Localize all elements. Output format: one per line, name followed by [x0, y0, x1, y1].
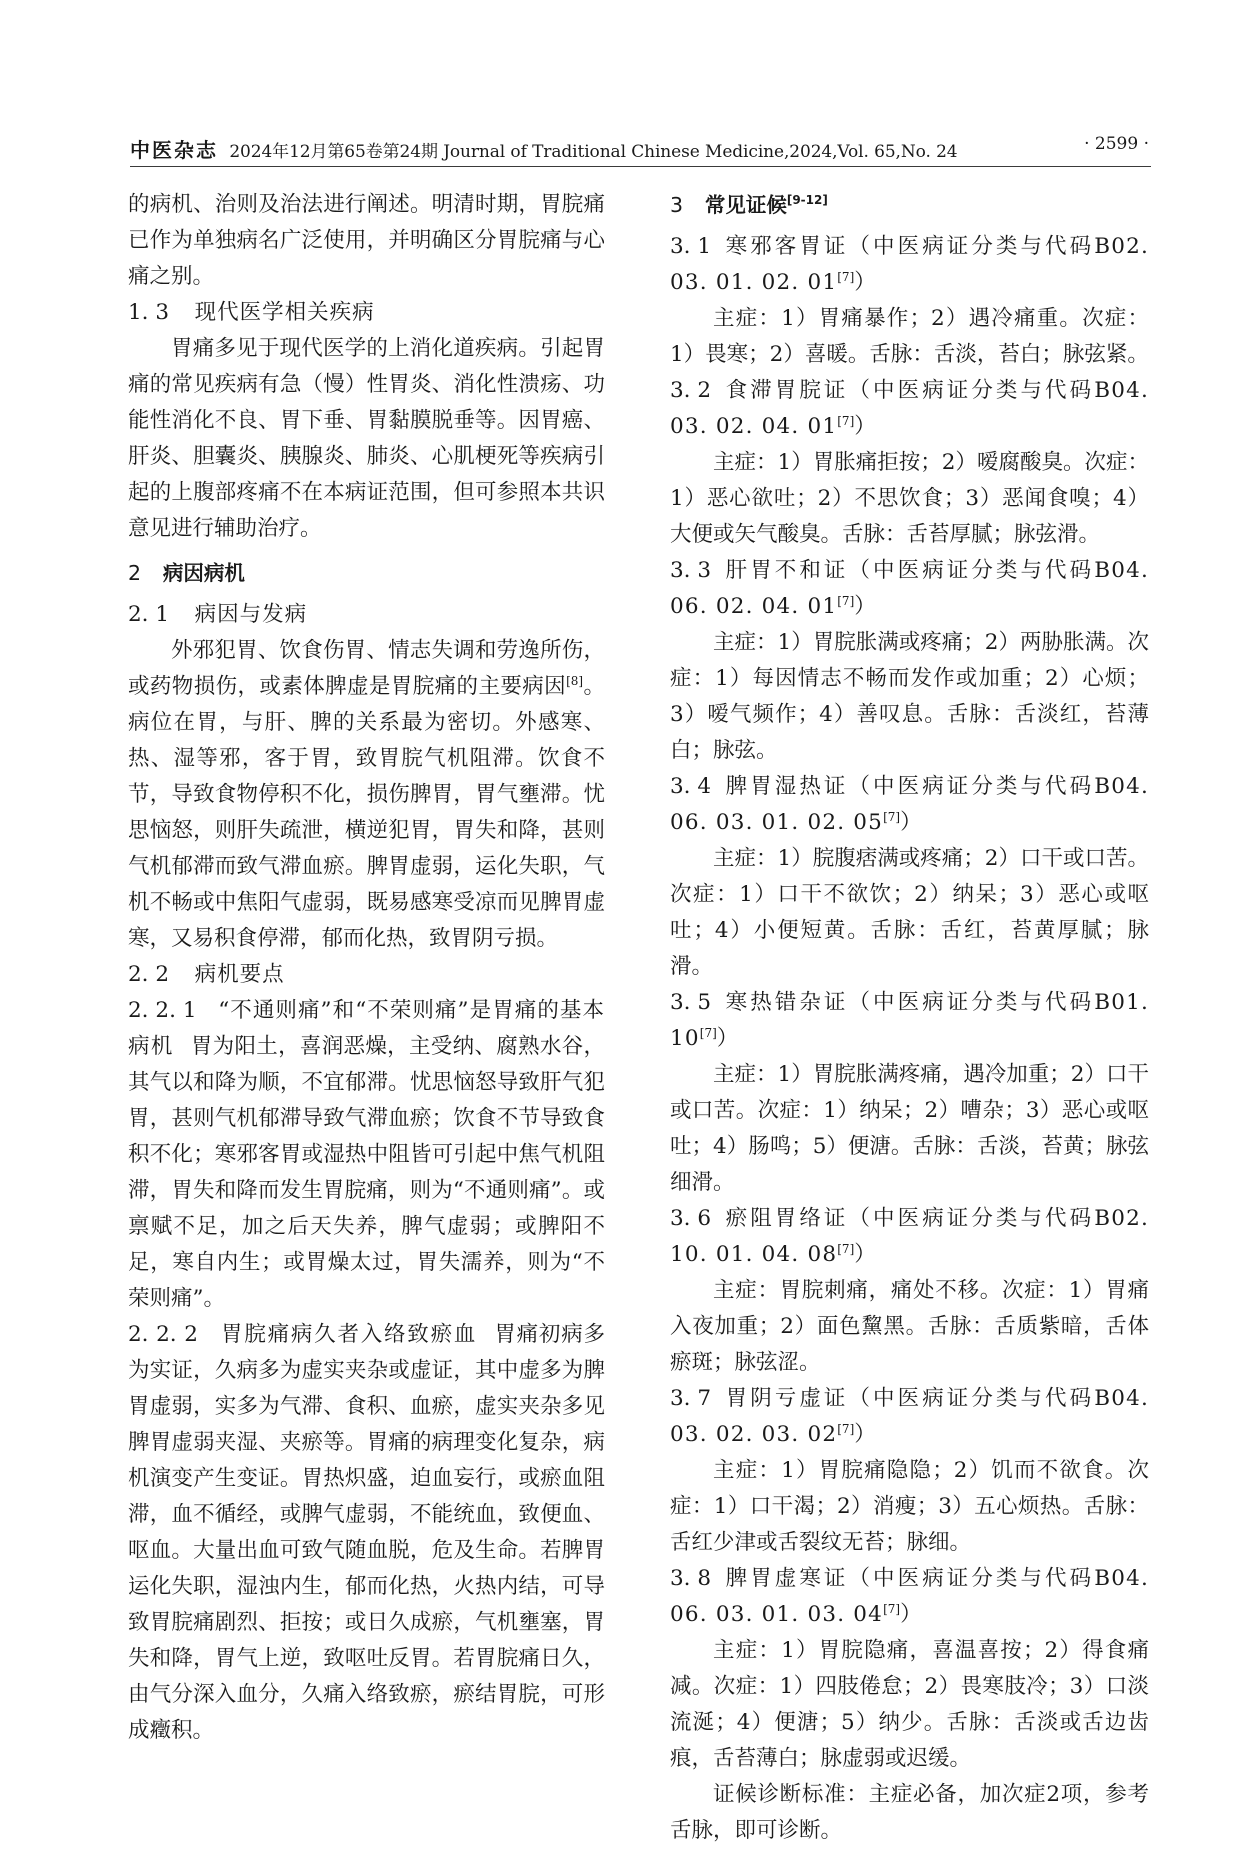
section-title: 病机要点 — [194, 962, 285, 987]
syndrome-body: 主症：1）胃脘胀满或疼痛；2）两胁胀满。次症：1）每因情志不畅而发作或加重；2）心烦；3）嗳气频作；4）善叹息。舌脉：舌淡红，苔薄白；脉弦。 — [670, 630, 1149, 763]
journal-name-en: Journal of Traditional Chinese Medicine,2024,Vol. 65,No. 24 — [443, 142, 958, 162]
section-number: 3. 5 — [670, 990, 712, 1015]
closing-paren: ） — [854, 1242, 876, 1267]
closing-paren: ） — [900, 810, 922, 835]
syndrome-body: 主症：1）胃脘痛隐隐；2）饥而不欲食。次症：1）口干渴；2）消瘦；3）五心烦热。舌脉：舌红少津或舌裂纹无苔；脉细。 — [670, 1458, 1149, 1555]
section-number: 3. 2 — [670, 378, 712, 403]
syndrome-body: 主症：1）胃脘隐痛，喜温喜按；2）得食痛减。次症：1）四肢倦怠；2）畏寒肢冷；3）口淡流涎；4）便溏；5）纳少。舌脉：舌淡或舌边齿痕，舌苔薄白；脉虚弱或迟缓。 — [670, 1638, 1149, 1771]
syndrome-heading — [670, 1561, 1149, 1633]
subsection-2-2-2 — [128, 1317, 605, 1749]
section-number: 3. 4 — [670, 774, 712, 799]
syndrome-heading — [670, 229, 1149, 301]
section-title: 肝胃不和证（中医病证分类与代码B04. 06. 02. 04. 01 — [670, 558, 1149, 619]
section-number: 3. 7 — [670, 1386, 712, 1411]
section-title: 脾胃湿热证（中医病证分类与代码B04. 06. 03. 01. 02. 05 — [670, 774, 1149, 835]
section-number: 3. 1 — [670, 234, 712, 259]
syndrome-heading — [670, 373, 1149, 445]
closing-paren: ） — [854, 270, 876, 295]
section-title: 现代医学相关疾病 — [194, 300, 375, 325]
section-title: “不通则痛”和“不荣则痛”是胃痛的基本病机 — [128, 998, 605, 1059]
syndrome-body: 主症：1）胃痛暴作；2）遇冷痛重。次症：1）畏寒；2）喜暖。舌脉：舌淡，苔白；脉弦紧。 — [670, 306, 1149, 367]
closing-paren: ） — [854, 1422, 876, 1447]
left-column — [128, 187, 605, 1749]
paragraph — [128, 633, 605, 957]
section-title: 常见证候 — [704, 193, 787, 217]
citation: [7] — [837, 413, 855, 428]
section-heading-2 — [128, 555, 605, 591]
section-heading-1-3 — [128, 295, 605, 331]
section-title: 寒邪客胃证（中医病证分类与代码B02. 03. 01. 02. 01 — [670, 234, 1149, 295]
citation: [7] — [837, 269, 855, 284]
section-number: 2. 2 — [128, 962, 170, 987]
section-title: 胃阴亏虚证（中医病证分类与代码B04. 03. 02. 03. 02 — [670, 1386, 1149, 1447]
section-number: 3. 6 — [670, 1206, 712, 1231]
diagnosis-criteria: 证候诊断标准：主症必备，加次症2项，参考舌脉，即可诊断。 — [670, 1782, 1149, 1843]
section-title: 病因病机 — [162, 561, 245, 585]
subsection-2-2-1 — [128, 993, 605, 1317]
syndrome-heading — [670, 1201, 1149, 1273]
paragraph: 的病机、治则及治法进行阐述。明清时期，胃脘痛已作为单独病名广泛使用，并明确区分胃脘痛与心痛之别。 — [128, 192, 605, 289]
section-number: 3. 3 — [670, 558, 712, 583]
paragraph-text: 胃痛初病多为实证，久病多为虚实夹杂或虚证，其中虚多为脾胃虚弱，实多为气滞、食积、血瘀，虚实夹杂多见脾胃虚弱夹湿、夹瘀等。胃痛的病理变化复杂，病机演变产生变证。胃热炽盛，迫血妄行，或瘀血阻滞，血不循经，或脾气虚弱，不能统血，致便血、呕血。大量出血可致气随血脱，危及生命。若脾胃运化失职，湿浊内生，郁而化热，火热内结，可导致胃脘痛剧烈、拒按；或日久成瘀，气机壅塞，胃失和降，胃气上逆，致呕吐反胃。若胃脘痛日久，由气分深入血分，久痛入络致瘀，瘀结胃脘，可形成癥积。 — [128, 1322, 605, 1743]
closing-paren: ） — [716, 1026, 739, 1051]
syndrome-body: 主症：胃脘刺痛，痛处不移。次症：1）胃痛入夜加重；2）面色黧黑。舌脉：舌质紫暗，舌体瘀斑；脉弦涩。 — [670, 1278, 1149, 1375]
section-number: 3 — [670, 193, 684, 217]
syndrome-body: 主症：1）脘腹痞满或疼痛；2）口干或口苦。次症：1）口干不欲饮；2）纳呆；3）恶心或呕吐；4）小便短黄。舌脉：舌红，苔黄厚腻；脉滑。 — [670, 846, 1149, 979]
section-number: 3. 8 — [670, 1566, 712, 1591]
syndrome-heading — [670, 553, 1149, 625]
section-number: 2 — [128, 561, 142, 585]
journal-name-cn: 中医杂志 — [130, 138, 218, 162]
section-title: 食滞胃脘证（中医病证分类与代码B04. 03. 02. 04. 01 — [670, 378, 1149, 439]
syndrome-list — [670, 229, 1149, 1777]
section-heading-2-1 — [128, 597, 605, 633]
section-title: 寒热错杂证（中医病证分类与代码B01. 10 — [670, 990, 1149, 1051]
header-left — [130, 134, 958, 163]
section-number: 2. 1 — [128, 602, 170, 627]
section-number: 2. 2. 1 — [128, 998, 197, 1023]
paragraph-text: 。病位在胃，与肝、脾的关系最为密切。外感寒、热、湿等邪，客于胃，致胃脘气机阻滞。饮食不节，导致食物停积不化，损伤脾胃，胃气壅滞。忧思恼怒，则肝失疏泄，横逆犯胃，胃失和降，甚则气机郁滞而致气滞血瘀。脾胃虚弱，运化失职，气机不畅或中焦阳气虚弱，既易感寒受凉而见脾胃虚寒，又易积食停滞，郁而化热，致胃阴亏损。 — [128, 674, 605, 951]
section-title: 病因与发病 — [194, 602, 308, 627]
syndrome-heading — [670, 985, 1149, 1057]
syndrome-body: 主症：1）胃脘胀满疼痛，遇冷加重；2）口干或口苦。次症：1）纳呆；2）嘈杂；3）恶心或呕吐；4）肠鸣；5）便溏。舌脉：舌淡，苔黄；脉弦细滑。 — [670, 1062, 1149, 1195]
paragraph-text: 外邪犯胃、饮食伤胃、情志失调和劳逸所伤，或药物损伤，或素体脾虚是胃脘痛的主要病因 — [128, 638, 605, 699]
page-header — [130, 132, 1151, 167]
closing-paren: ） — [854, 594, 876, 619]
section-title: 胃脘痛病久者入络致瘀血 — [221, 1322, 478, 1347]
section-heading-2-2 — [128, 957, 605, 993]
citation: [9-12] — [786, 193, 828, 208]
citation: [7] — [837, 1421, 855, 1436]
paragraph: 胃痛多见于现代医学的上消化道疾病。引起胃痛的常见疾病有急（慢）性胃炎、消化性溃疡、功能性消化不良、胃下垂、胃黏膜脱垂等。因胃癌、肝炎、胆囊炎、胰腺炎、肺炎、心肌梗死等疾病引起的上腹部疼痛不在本病证范围，但可参照本共识意见进行辅助治疗。 — [128, 336, 605, 541]
syndrome-heading — [670, 769, 1149, 841]
citation: [7] — [883, 1601, 901, 1616]
section-number: 1. 3 — [128, 300, 170, 325]
citation: [7] — [837, 593, 855, 608]
citation: [7] — [837, 1241, 855, 1256]
paragraph-text: 胃为阳土，喜润恶燥，主受纳、腐熟水谷，其气以和降为顺，不宜郁滞。忧思恼怒导致肝气犯胃，甚则气机郁滞导致气滞血瘀；饮食不节导致食积不化；寒邪客胃或湿热中阻皆可引起中焦气机阻滞，胃失和降而发生胃脘痛，则为“不通则痛”。或禀赋不足，加之后天失养，脾气虚弱；或脾阳不足，寒自内生；或胃燥太过，胃失濡养，则为“不荣则痛”。 — [128, 1034, 605, 1311]
closing-paren: ） — [900, 1602, 922, 1627]
syndrome-heading — [670, 1381, 1149, 1453]
citation: [7] — [883, 809, 901, 824]
section-number: 2. 2. 2 — [128, 1322, 198, 1347]
citation: [7] — [699, 1025, 717, 1040]
issue-info-cn: 2024年12月第65卷第24期 — [229, 142, 438, 162]
section-title: 脾胃虚寒证（中医病证分类与代码B04. 06. 03. 01. 03. 04 — [670, 1566, 1149, 1627]
citation: [8] — [566, 673, 584, 688]
syndrome-body: 主症：1）胃胀痛拒按；2）嗳腐酸臭。次症：1）恶心欲吐；2）不思饮食；3）恶闻食嗅；4）大便或矢气酸臭。舌脉：舌苔厚腻；脉弦滑。 — [670, 450, 1149, 547]
right-column — [670, 187, 1149, 1849]
section-title: 瘀阻胃络证（中医病证分类与代码B02. 10. 01. 04. 08 — [670, 1206, 1149, 1267]
page-number: · 2599 · — [1084, 134, 1149, 154]
closing-paren: ） — [854, 414, 876, 439]
section-heading-3 — [670, 187, 1149, 223]
